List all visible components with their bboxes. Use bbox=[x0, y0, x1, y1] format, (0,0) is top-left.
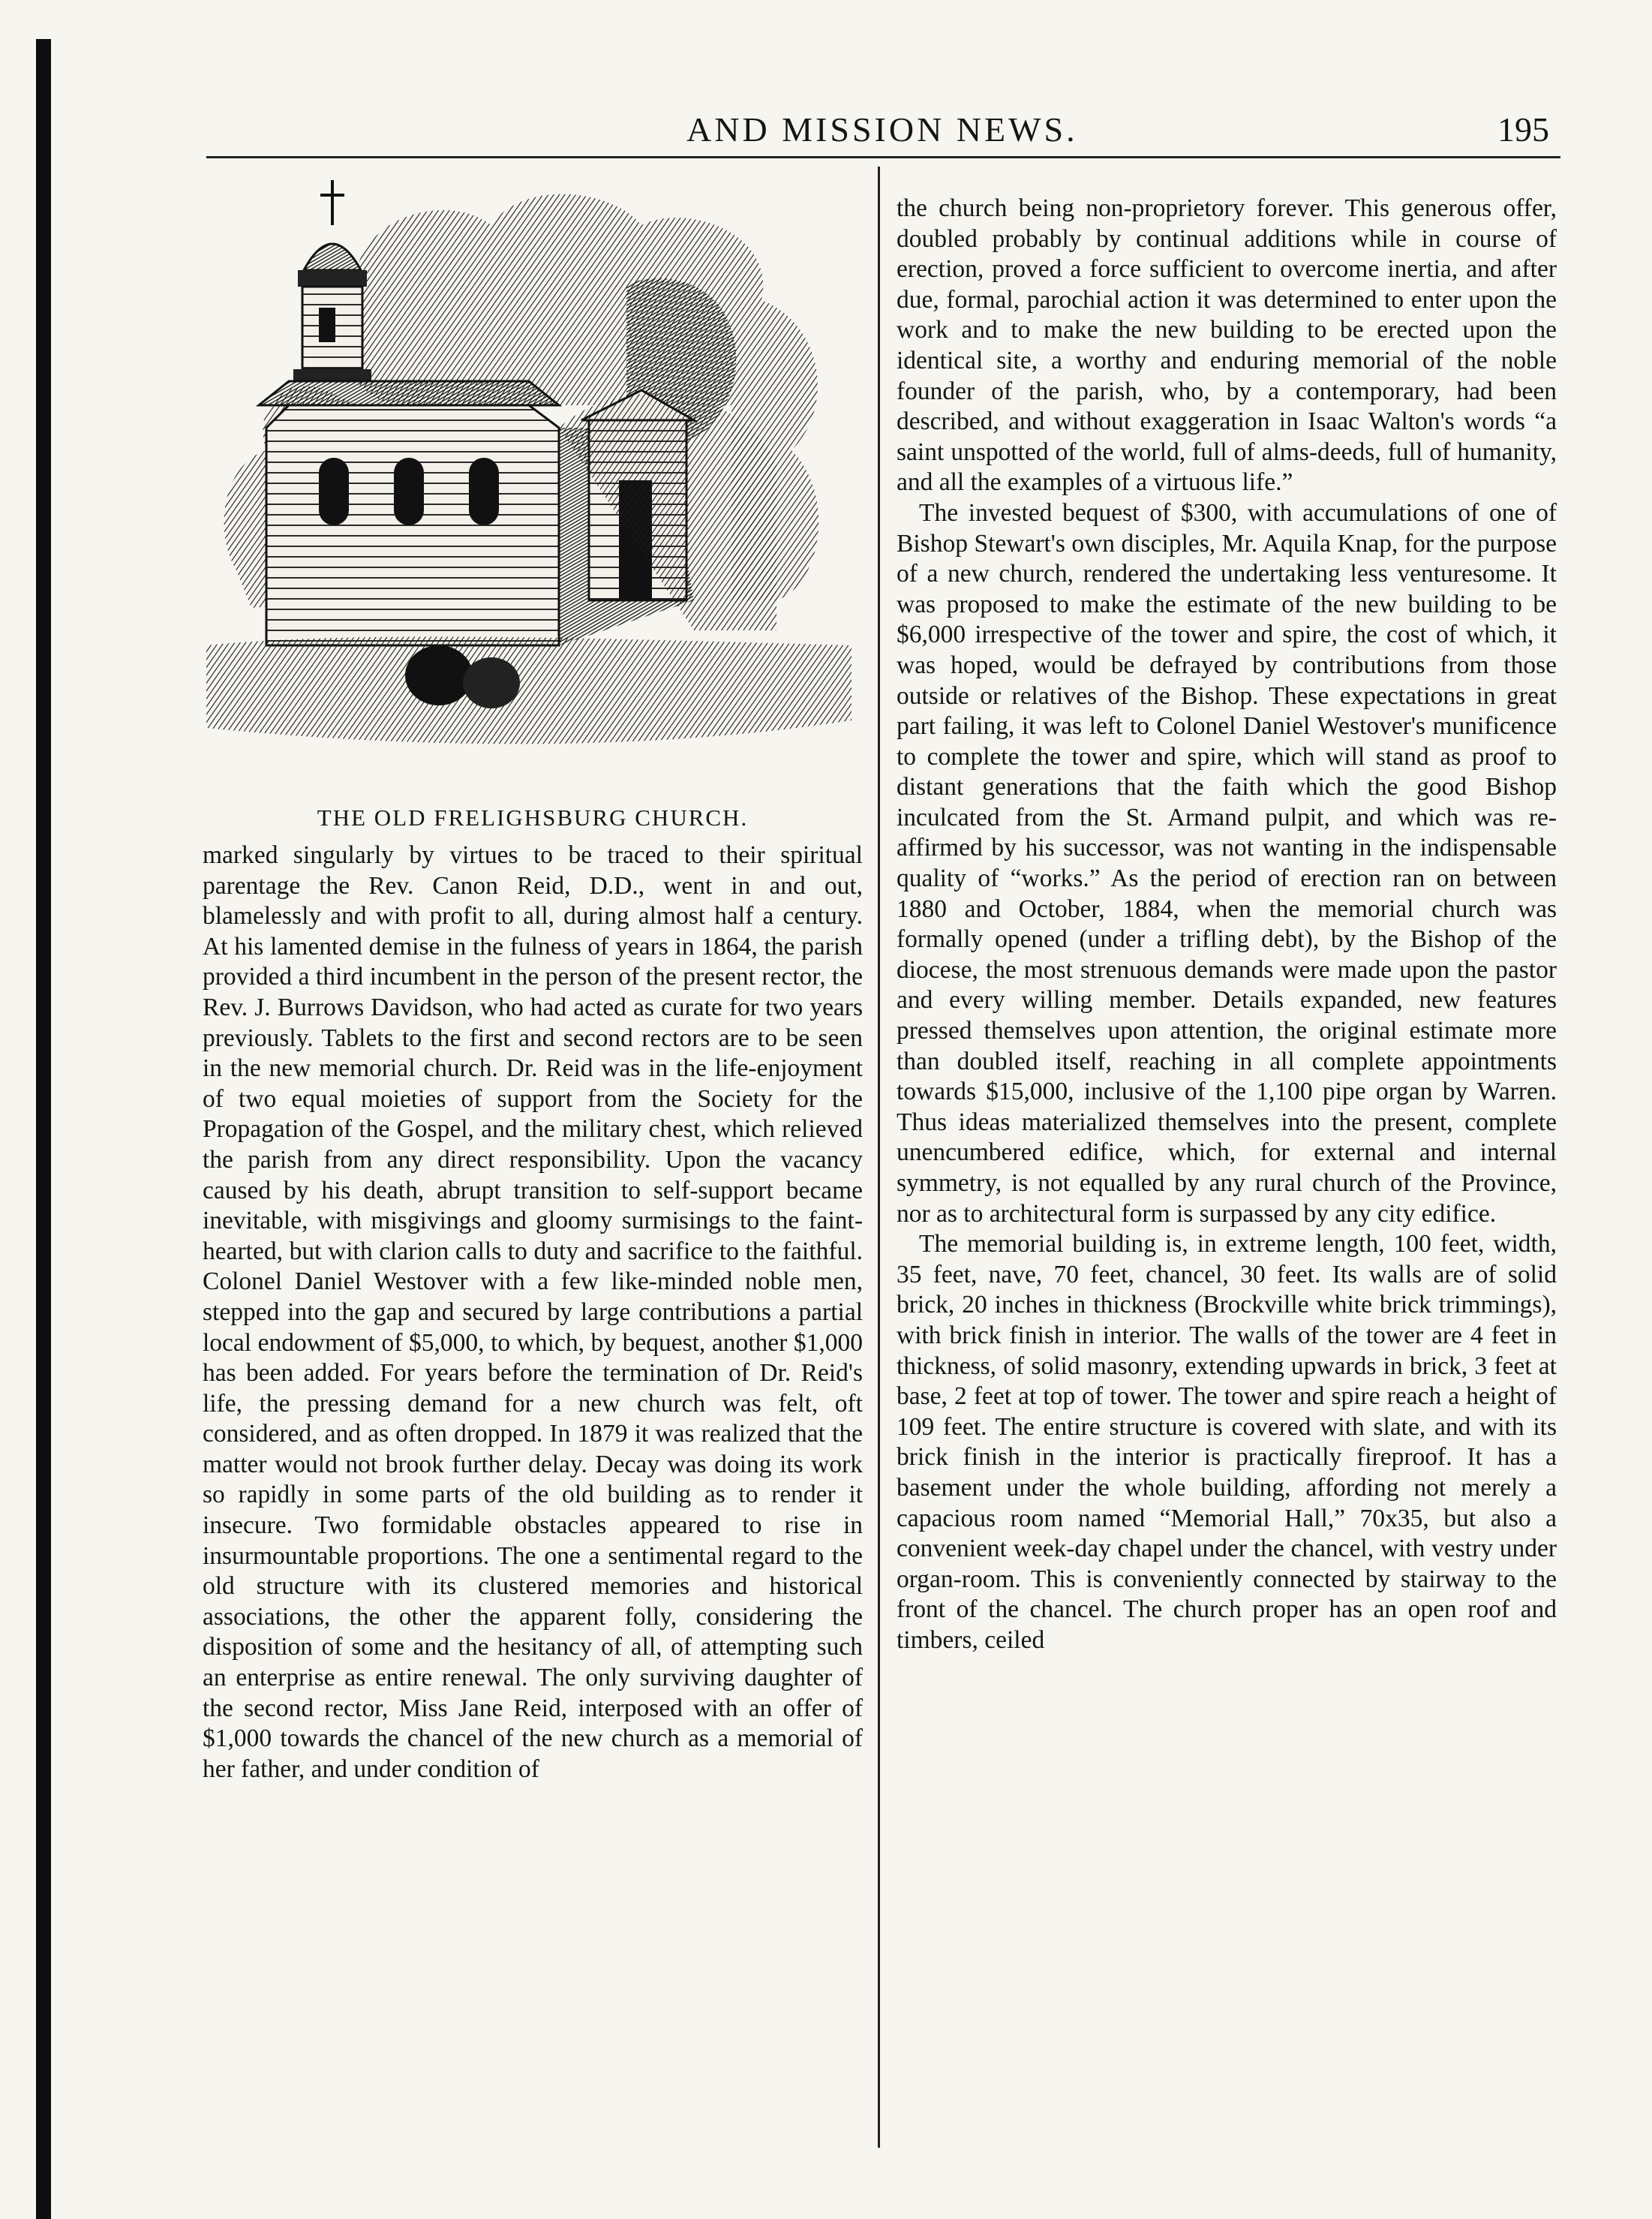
church-engraving bbox=[206, 180, 852, 795]
church-building bbox=[259, 381, 776, 645]
paragraph: marked singularly by virtues to be traced to their spiritual parentage the Rev. Canon Reid, D.D., went in and out, blamelessly and with profit to all, during almost half a century. At his lamented demise in the fulness of years in 1864, the parish provided a third incumbent in the person of the present rector, the Rev. J. Burrows Davidson, who had acted as curate for two years previously. Tablets to the first and second rectors are to be seen in the new memorial church. Dr. Reid was in the life-enjoyment of two equal moieties of support from the Society for the Propagation of the Gospel, and the military chest, which relieved the parish from any direct responsibility. Upon the vacancy caused by his death, abrupt transition to self-support became inevitable, with misgivings and gloomy surmisings to the faint-hearted, but with clarion calls to duty and sacrifice to the faithful. Colonel Daniel Westover with a few like-minded noble men, stepped into the gap and secured by large contributions a partial local endowment of $5,000, to which, by bequest, another $1,000 has been added. For years before the termination of Dr. Reid's life, the pressing demand for a new church was felt, oft considered, and as often dropped. In 1879 it was realized that the matter would not brook further delay. Decay was doing its work so rapidly in some parts of the old building as to render it insecure. Two formidable obstacles appeared to rise in insurmountable proportions. The one a sentimental regard to the old structure with its clustered memories and historical associations, the other the apparent folly, considering the disposition of some and the hesitancy of all, of attempting such an enterprise as entire renewal. The only surviving daughter of the second rector, Miss Jane Reid, interposed with an offer of $1,000 towards the chancel of the new church as a memorial of her father, and under condition of bbox=[203, 841, 863, 1783]
page-edge-bar bbox=[36, 39, 51, 2219]
figure-caption: THE OLD FRELIGHSBURG CHURCH. bbox=[317, 804, 749, 831]
paragraph: the church being non-proprietory forever. This generous offer, doubled probably by continual additions while in course of erection, proved a force sufficient to overcome inertia, and after due, formal, parochial action it was determined to enter upon the work and to make the new building to be erected upon the identical site, a worthy and enduring memorial of the noble founder of the parish, who, by a contemporary, had been described, and without exaggeration in Isaac Walton's words “a saint unspotted of the world, full of alms-deeds, full of humanity, and all the examples of a virtuous life.” bbox=[897, 194, 1557, 497]
cross-icon bbox=[320, 180, 344, 225]
left-column bbox=[203, 840, 863, 2146]
column-divider bbox=[878, 167, 880, 2148]
header-rule bbox=[206, 156, 1560, 158]
page-number: 195 bbox=[1497, 110, 1549, 149]
running-title: AND MISSION NEWS. bbox=[686, 110, 1078, 149]
paragraph: The memorial building is, in extreme length, 100 feet, width, 35 feet, nave, 70 feet, chancel, 30 feet. Its walls are of solid brick, 20 inches in thickness (Brockville white brick trimmings), with brick finish in interior. The walls of the tower are 4 feet in thickness, of solid masonry, extending upwards in brick, 3 feet at base, 2 feet at top of tower. The tower and spire reach a height of 109 feet. The entire structure is covered with slate, and with its brick finish in the interior is practically fireproof. It has a basement under the whole building, affording not merely a capacious room named “Memorial Hall,” 70x35, but also a convenient week-day chapel under the chancel, with vestry under organ-room. This is conveniently connected by stairway to the front of the chancel. The church proper has an open roof and timbers, ceiled bbox=[897, 1230, 1557, 1654]
paragraph: The invested bequest of $300, with accumulations of one of Bishop Stewart's own disciples, Mr. Aquila Knap, for the purpose of a new church, rendered the undertaking less venturesome. It was proposed to make the estimate of the new building to be $6,000 irrespective of the tower and spire, the cost of which, it was hoped, would be defrayed by contributions from those outside or relatives of the Bishop. These expectations in great part failing, it was left to Colonel Daniel Westover's munificence to complete the tower and spire, which will stand as proof to distant generations that the faith which the good Bishop inculcated from the St. Armand pulpit, and which was re-affirmed by his successor, was not wanting in the indispensable quality of “works.” As the period of erection ran on between 1880 and October, 1884, when the memorial church was formally opened (under a trifling debt), by the Bishop of the diocese, the most strenuous demands were made upon the pastor and every willing member. Details expanded, new features pressed themselves upon attention, the original estimate more than doubled itself, reaching in all complete appointments towards $15,000, inclusive of the 1,100 pipe organ by Warren. Thus ideas materialized themselves into the present, complete unencumbered edifice, which, for external and internal symmetry, is not equalled by any rural church of the Province, nor as to architectural form is surpassed by any city edifice. bbox=[897, 498, 1557, 1228]
ground bbox=[206, 636, 852, 744]
right-column bbox=[897, 194, 1557, 2145]
